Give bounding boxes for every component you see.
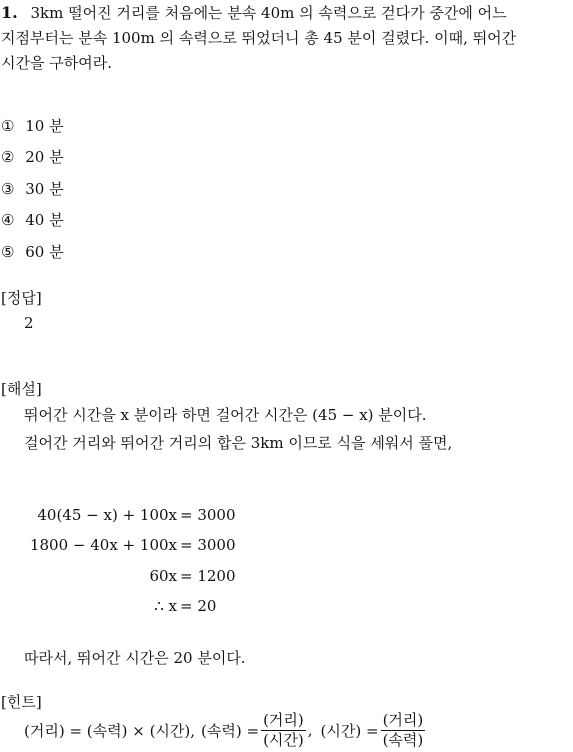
equation-row-4 xyxy=(0,597,573,617)
hint-fraction-1-denominator: (시간) xyxy=(263,730,304,749)
hint-formula-2-lhs: (속력) = xyxy=(201,721,260,740)
equation-lhs-1: 40(45 − x) + 100x xyxy=(37,506,177,524)
hint-comma: , xyxy=(307,721,313,739)
equation-lhs-4: ∴ x xyxy=(154,597,177,615)
equation-row-3 xyxy=(0,567,573,587)
equation-rhs-2: = 3000 xyxy=(180,536,236,554)
choice-text-2: 20 분 xyxy=(25,148,64,166)
choice-mark-4: ④ xyxy=(1,211,15,229)
choice-2[interactable] xyxy=(1,146,64,167)
hint-formulas xyxy=(24,709,427,751)
choice-text-3: 30 분 xyxy=(25,180,64,198)
choice-5[interactable] xyxy=(1,241,64,262)
question-line-3: 시간을 구하여라. xyxy=(1,54,112,72)
choice-text-1: 10 분 xyxy=(25,117,64,135)
answer-label: [정답] xyxy=(1,289,42,307)
hint-fraction-1 xyxy=(261,712,306,749)
question-text-1: 3km 떨어진 거리를 처음에는 분속 40m 의 속력으로 걷다가 중간에 어느 xyxy=(30,4,507,22)
hint-formula-1: (거리) = (속력) × (시간), xyxy=(24,721,196,740)
choice-4[interactable] xyxy=(1,209,64,230)
choice-mark-1: ① xyxy=(1,117,15,135)
solution-conclusion: 따라서, 뛰어간 시간은 20 분이다. xyxy=(24,649,246,667)
equation-rhs-3: = 1200 xyxy=(180,567,236,585)
hint-fraction-1-numerator: (거리) xyxy=(263,710,304,729)
equation-rhs-4: = 20 xyxy=(180,597,217,615)
choice-mark-5: ⑤ xyxy=(1,243,15,261)
choice-text-5: 60 분 xyxy=(25,243,64,261)
equation-row-1 xyxy=(0,506,573,526)
question-number: 1. xyxy=(1,3,18,22)
hint-fraction-2 xyxy=(381,712,426,749)
question-line-2: 지점부터는 분속 100m 의 속력으로 뛰었더니 총 45 분이 걸렸다. 이때, 뛰어간 xyxy=(1,29,517,47)
choice-mark-2: ② xyxy=(1,148,15,166)
solution-label: [해설] xyxy=(1,380,42,398)
hint-fraction-2-numerator: (거리) xyxy=(382,710,424,729)
hint-formula-3-lhs: (시간) = xyxy=(320,721,379,740)
choice-mark-3: ③ xyxy=(1,180,15,198)
equation-row-2 xyxy=(0,536,573,556)
question-line-1 xyxy=(1,2,507,23)
solution-line-1: 뛰어간 시간을 x 분이라 하면 걸어간 시간은 (45 − x) 분이다. xyxy=(24,406,427,424)
choice-1[interactable] xyxy=(1,115,64,136)
choice-3[interactable] xyxy=(1,178,64,199)
equation-rhs-1: = 3000 xyxy=(180,506,236,524)
equation-lhs-2: 1800 − 40x + 100x xyxy=(29,536,177,554)
answer-value: 2 xyxy=(24,314,34,332)
hint-label: [힌트] xyxy=(1,693,42,711)
equation-lhs-3: 60x xyxy=(149,567,177,585)
hint-fraction-2-denominator: (속력) xyxy=(382,730,424,749)
choice-text-4: 40 분 xyxy=(25,211,64,229)
solution-line-2: 걸어간 거리와 뛰어간 거리의 합은 3km 이므로 식을 세워서 풀면, xyxy=(24,434,453,452)
